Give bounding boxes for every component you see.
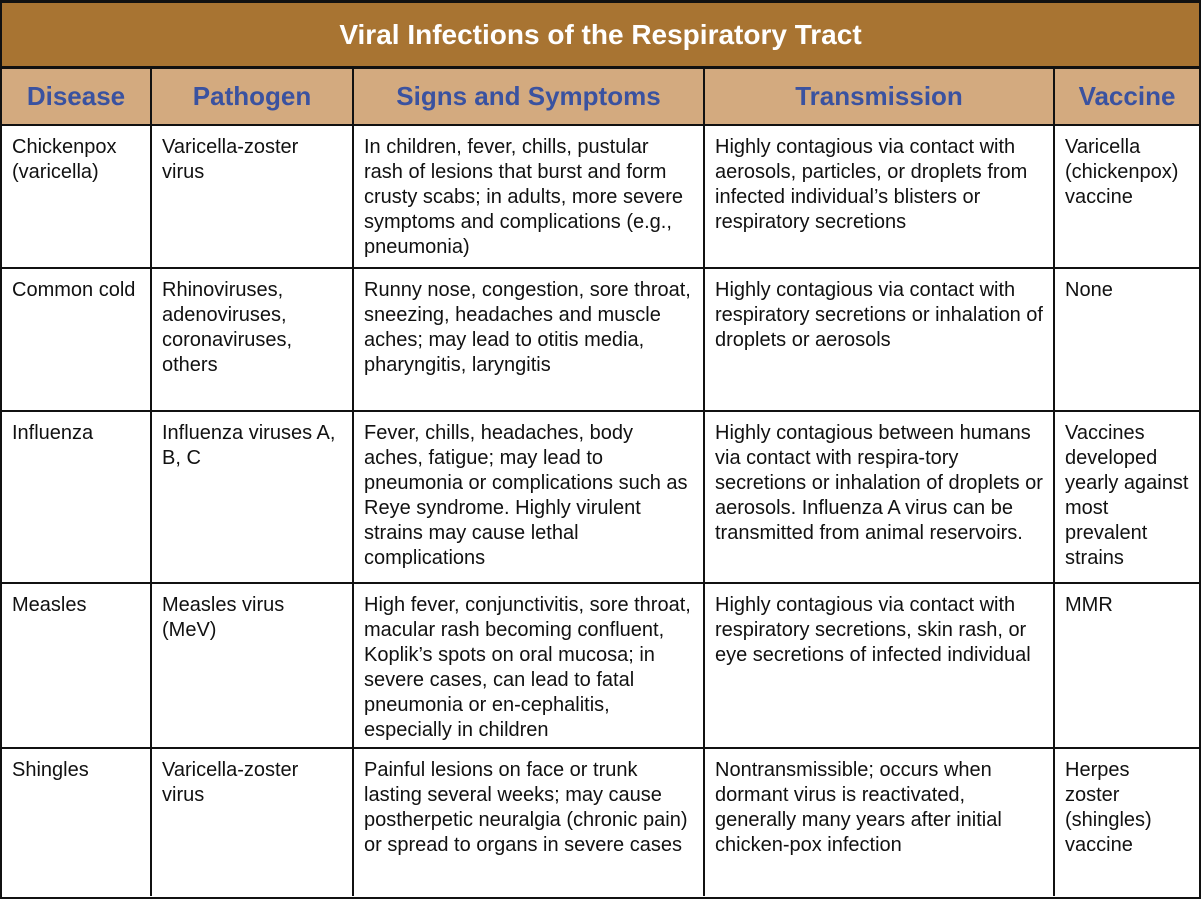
cell-signs-symptoms: Painful lesions on face or trunk lasting several weeks; may cause postherpetic neuralgia (chronic pain) or spread to organs in severe cases [353,748,704,896]
cell-disease: Common cold [2,268,151,411]
header-pathogen: Pathogen [151,69,353,125]
cell-signs-symptoms: Fever, chills, headaches, body aches, fatigue; may lead to pneumonia or complications such as Reye syndrome. Highly virulent strains may cause lethal complications [353,411,704,583]
cell-signs-symptoms: High fever, conjunctivitis, sore throat, macular rash becoming confluent, Koplik’s spots on oral mucosa; in severe cases, can lead to fatal pneumonia or en-cephalitis, especially in children [353,583,704,748]
cell-pathogen: Varicella-zoster virus [151,125,353,268]
cell-transmission: Highly contagious between humans via contact with respira-tory secretions or inhalation of droplets or aerosols. Influenza A virus can be transmitted from animal reservoirs. [704,411,1054,583]
cell-vaccine: Herpes zoster (shingles) vaccine [1054,748,1199,896]
cell-pathogen: Measles virus (MeV) [151,583,353,748]
header-vaccine: Vaccine [1054,69,1199,125]
table-title: Viral Infections of the Respiratory Tract [2,3,1199,69]
cell-vaccine: None [1054,268,1199,411]
cell-disease: Shingles [2,748,151,896]
cell-pathogen: Rhinoviruses, adenoviruses, coronaviruses, others [151,268,353,411]
table-row [2,411,1199,583]
table-row [2,268,1199,411]
cell-vaccine: MMR [1054,583,1199,748]
table-row [2,748,1199,896]
cell-pathogen: Influenza viruses A, B, C [151,411,353,583]
cell-disease: Measles [2,583,151,748]
cell-transmission: Highly contagious via contact with respiratory secretions, skin rash, or eye secretions of infected individual [704,583,1054,748]
header-signs-symptoms: Signs and Symptoms [353,69,704,125]
cell-signs-symptoms: In children, fever, chills, pustular rash of lesions that burst and form crusty scabs; in adults, more severe symptoms and complications (e.g., pneumonia) [353,125,704,268]
cell-transmission: Highly contagious via contact with aerosols, particles, or droplets from infected individual’s blisters or respiratory secretions [704,125,1054,268]
table-row [2,583,1199,748]
header-disease: Disease [2,69,151,125]
cell-vaccine: Varicella (chickenpox) vaccine [1054,125,1199,268]
cell-vaccine: Vaccines developed yearly against most prevalent strains [1054,411,1199,583]
cell-transmission: Highly contagious via contact with respiratory secretions or inhalation of droplets or aerosols [704,268,1054,411]
cell-pathogen: Varicella-zoster virus [151,748,353,896]
data-table [2,69,1199,896]
table-row [2,125,1199,268]
cell-disease: Chickenpox (varicella) [2,125,151,268]
cell-signs-symptoms: Runny nose, congestion, sore throat, sneezing, headaches and muscle aches; may lead to otitis media, pharyngitis, laryngitis [353,268,704,411]
cell-transmission: Nontransmissible; occurs when dormant virus is reactivated, generally many years after initial chicken-pox infection [704,748,1054,896]
header-transmission: Transmission [704,69,1054,125]
cell-disease: Influenza [2,411,151,583]
header-row [2,69,1199,125]
